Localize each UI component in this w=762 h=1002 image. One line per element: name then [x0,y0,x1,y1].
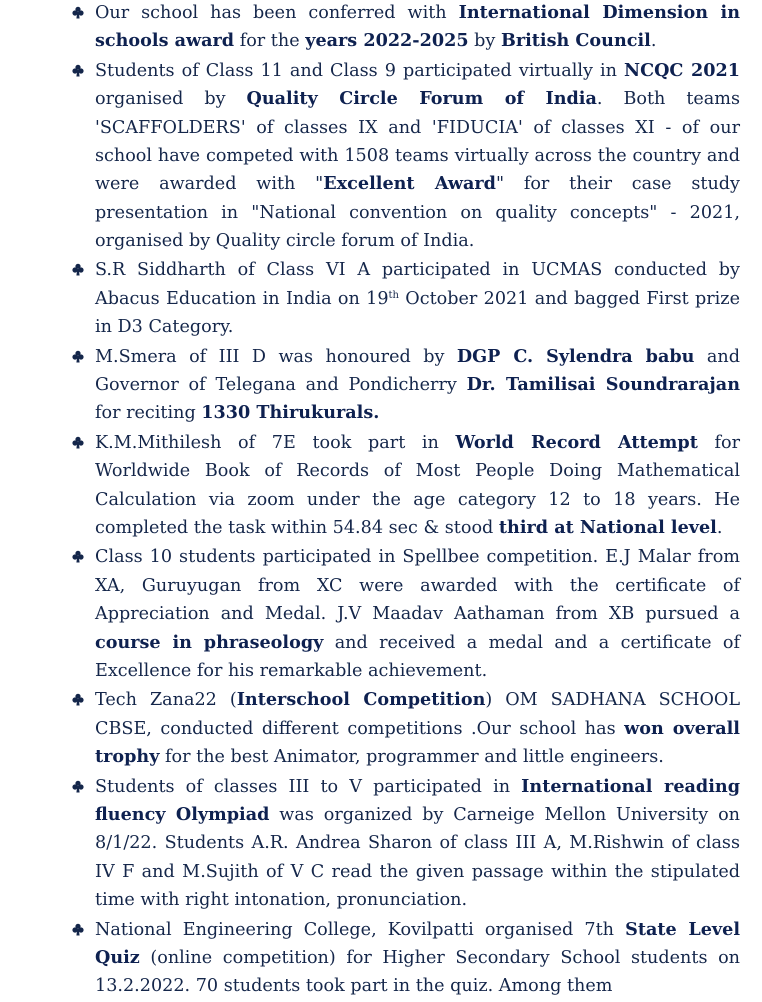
list-item [0,256,740,341]
bold-text: Excellent Award [323,173,496,195]
bold-text: State Level Quiz [95,918,741,968]
bold-text: DGP C. Sylendra babu [456,345,695,367]
bold-text: International reading fluency Olympiad [95,775,740,825]
list-item [0,916,740,1001]
bold-text: won overall trophy [95,717,740,768]
bold-text: years 2022-2025 [305,30,469,52]
list-item [0,0,740,56]
item-text: for Worldwide Book of Records of Most People Doing Mathematical Calculation via zoom under the age category 12 to 18 years. He completed the task within 54.84 sec & stood [95,432,740,538]
item-text: and Governor of Telegana and Pondicherry [95,346,740,396]
bold-text: Quality Circle Forum of India [246,88,597,110]
bold-text: Dr. Tamilisai Soundrarajan [466,374,740,396]
item-text: for the best Animator, programmer and little engineers. [159,747,664,768]
bold-text: NCQC 2021 [624,59,740,81]
item-text: and received a medal and a certificate of Excellence for his remarkable achievement. [95,632,740,681]
bold-text: World Record Attempt [455,431,698,453]
item-text: for the [234,31,306,52]
item-text: K.M.Mithilesh of 7E took part in [95,432,456,453]
club-suit-icon [72,0,88,27]
list-item [0,429,740,542]
bold-text: International Dimension in schools award [95,2,741,52]
bold-text: Interschool Competition [236,689,486,711]
item-text: ) OM SADHANA SCHOOL CBSE, conducted different competitions .Our school has [95,690,741,739]
club-suit-icon [72,256,88,284]
item-text: Students of Class 11 and Class 9 participated virtually in [95,60,625,81]
club-suit-icon [72,57,88,85]
list-item [0,543,740,685]
item-text: Our school has been conferred with [95,3,459,23]
item-text: for reciting [95,403,202,424]
item-text: . Both teams 'SCAFFOLDERS' of classes IX and 'FIDUCIA' of classes XI - of our school have competed with 1508 teams virtually across the country and were awarded with " [95,89,741,195]
item-text: S.R Siddharth of Class VI A participated in UCMAS conducted by Abacus Education in India on 19 [95,260,740,309]
item-text: October 2021 and bagged First prize in D3 Category. [95,288,740,338]
item-text: " for their case study presentation in "National convention on quality concepts" - 2021, organised by Quality circle forum of India. [95,174,741,251]
club-suit-icon [72,686,88,714]
item-text: . [650,31,657,52]
item-text: (online competition) for Higher Secondary School students on 13.2.2022. 70 students took part in the quiz. Among them [95,947,740,997]
item-text: organised by [95,89,247,110]
item-text: M.Smera of III D was honoured by [95,346,457,367]
bold-text: 1330 Thirukurals. [201,402,380,424]
bold-text: British Council [500,30,651,52]
club-suit-icon [72,773,88,801]
bold-text: third at National level [498,516,717,538]
item-text: National Engineering College, Kovilpatti organised 7th [95,919,626,940]
list-item [0,686,740,771]
list-item [0,57,740,255]
item-text: Tech Zana22 ( [95,690,237,711]
list-item [0,343,740,428]
item-text: . [716,517,723,538]
item-text: Students of classes III to V participated in [95,776,522,797]
club-suit-icon [72,543,88,571]
club-suit-icon [72,916,88,944]
list-item [0,773,740,915]
item-text: Class 10 students participated in Spellbee competition. E.J Malar from XA, Guruyugan from XC were awarded with the certificate of Appreciation and Medal. J.V Maadav Aathaman from XB pursued a [95,547,740,625]
club-suit-icon [72,429,88,457]
item-text: was organized by Carneige Mellon University on 8/1/22. Students A.R. Andrea Sharon of class III A, M.Rishwin of class IV F and M.Sujith of V C read the given passage within the stipulated time with right intonation, pronunciation. [95,804,740,910]
club-suit-icon [72,343,88,371]
bold-text: course in phraseology [95,631,324,653]
item-text: by [468,31,501,52]
superscript-text: th [388,289,399,301]
